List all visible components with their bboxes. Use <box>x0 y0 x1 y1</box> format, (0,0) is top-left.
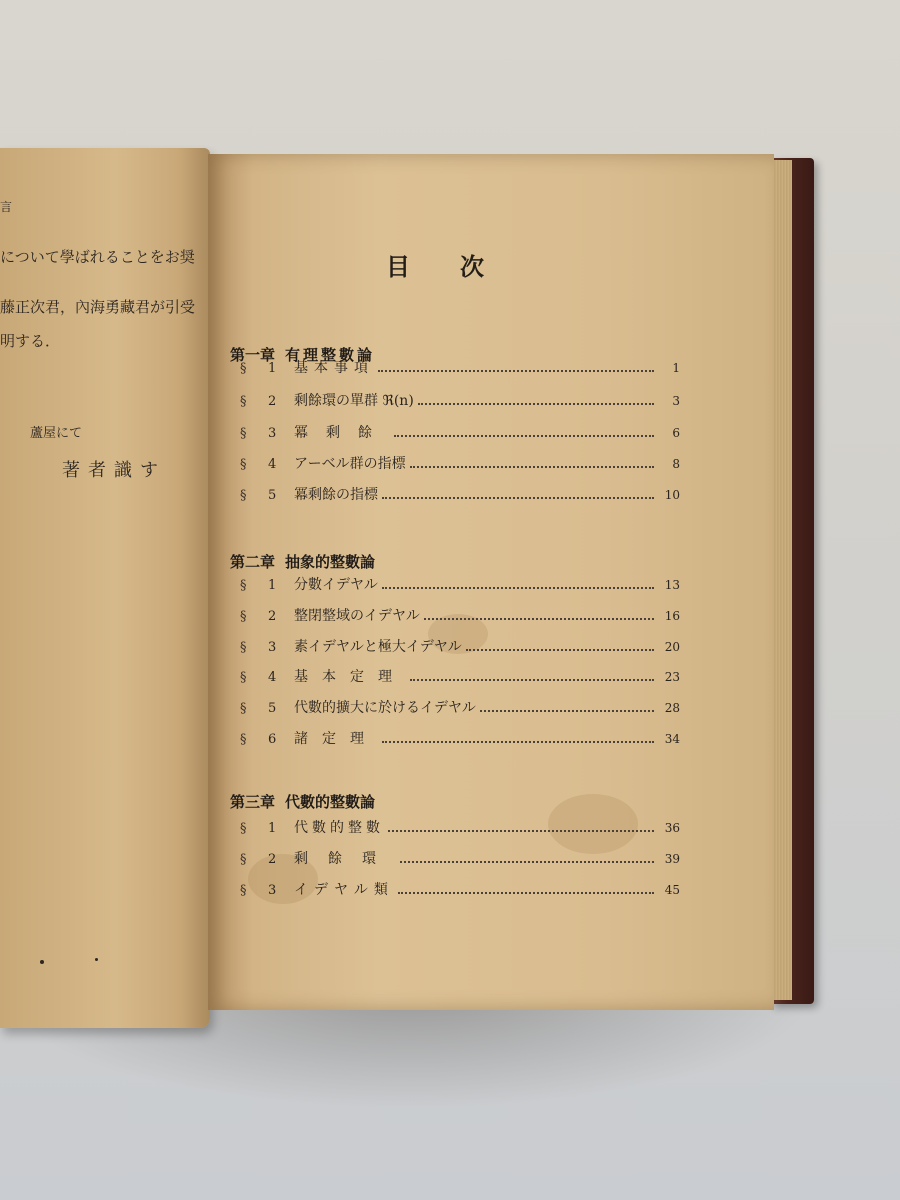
section-number: 5 <box>268 701 277 716</box>
entry-title: 剩餘環 <box>294 851 396 867</box>
section-number: 2 <box>268 852 277 867</box>
page-number: 45 <box>664 883 680 897</box>
entry-title: 分數イデヤル <box>294 577 378 593</box>
section-number: 5 <box>268 488 277 503</box>
left-page-line: 蘆屋にて <box>30 426 83 441</box>
leader-dots <box>400 860 654 863</box>
section-number: 3 <box>268 426 277 441</box>
paper-speck <box>95 958 98 961</box>
toc-entry <box>240 453 680 475</box>
entry-title: 整閉整域のイデヤル <box>294 608 420 624</box>
leader-dots <box>418 402 654 405</box>
entry-title: 諸定理 <box>294 731 378 747</box>
section-number: 4 <box>268 670 277 685</box>
left-page <box>0 148 210 1028</box>
leader-dots <box>410 465 654 468</box>
section-mark: § <box>240 821 247 836</box>
section-number: 1 <box>268 821 277 836</box>
leader-dots <box>394 434 654 437</box>
leader-dots <box>410 678 654 681</box>
leader-dots <box>378 369 654 372</box>
page-number: 1 <box>672 361 680 375</box>
page-number: 10 <box>664 488 680 502</box>
toc-entry <box>240 848 680 870</box>
page-number: 20 <box>664 640 680 654</box>
page-number: 28 <box>664 701 680 715</box>
toc-entry <box>240 728 680 750</box>
toc-entry <box>240 605 680 627</box>
chapter-number: 第二章 <box>230 553 276 571</box>
left-page-line: について學ばれることをお奨 <box>0 248 195 266</box>
left-page-line: 明する． <box>0 332 61 350</box>
section-mark: § <box>240 640 247 655</box>
section-mark: § <box>240 426 247 441</box>
toc-entry <box>240 357 680 379</box>
section-mark: § <box>240 361 247 376</box>
page-number: 39 <box>664 852 680 866</box>
chapter-number: 第一章 <box>230 346 276 364</box>
paper-speck <box>40 960 44 964</box>
page-number: 34 <box>664 732 680 746</box>
section-mark: § <box>240 670 247 685</box>
section-mark: § <box>240 609 247 624</box>
entry-title: 代數的擴大に於けるイデヤル <box>294 700 476 716</box>
chapter-heading <box>230 551 375 572</box>
toc-entry <box>240 636 680 658</box>
entry-title: 冪剩餘の指標 <box>294 487 378 503</box>
section-mark: § <box>240 457 247 472</box>
leader-dots <box>382 496 654 499</box>
section-mark: § <box>240 394 247 409</box>
section-number: 2 <box>268 394 277 409</box>
leader-dots <box>382 586 654 589</box>
entry-title: 代數的整數 <box>294 820 384 836</box>
chapter-number: 第三章 <box>230 793 276 811</box>
section-number: 6 <box>268 732 277 747</box>
section-mark: § <box>240 578 247 593</box>
entry-title: 冪剩餘 <box>294 425 390 441</box>
page-number: 23 <box>664 670 680 684</box>
toc-entry <box>240 817 680 839</box>
page-number: 36 <box>664 821 680 835</box>
section-number: 1 <box>268 361 277 376</box>
leader-dots <box>382 740 654 743</box>
section-number: 1 <box>268 578 277 593</box>
section-number: 3 <box>268 883 277 898</box>
left-page-line: 言 <box>0 200 13 214</box>
page-number: 3 <box>672 394 680 408</box>
toc-entry <box>240 666 680 688</box>
leader-dots <box>466 648 654 651</box>
section-mark: § <box>240 883 247 898</box>
entry-title: 素イデヤルと極大イデヤル <box>294 639 462 655</box>
page-number: 16 <box>664 609 680 623</box>
left-page-signature: 著者識す <box>62 460 166 481</box>
entry-title: 基本事項 <box>294 360 374 376</box>
toc-entry <box>240 574 680 596</box>
section-mark: § <box>240 732 247 747</box>
chapter-title: 代數的整數論 <box>285 793 376 811</box>
chapter-title: 抽象的整數論 <box>285 553 376 571</box>
chapter-heading <box>230 791 375 812</box>
chapter-title: 有理整數論 <box>285 346 376 364</box>
toc-entry <box>240 484 680 506</box>
leader-dots <box>398 891 654 894</box>
page-number: 8 <box>672 457 680 471</box>
page-number: 6 <box>672 426 680 440</box>
leader-dots <box>388 829 654 832</box>
section-mark: § <box>240 488 247 503</box>
leader-dots <box>424 617 654 620</box>
leader-dots <box>480 709 654 712</box>
entry-title: 基本定理 <box>294 669 406 685</box>
toc-title: 目次 <box>386 252 534 281</box>
entry-title: 剩餘環の單群 ℜ(n) <box>294 393 414 409</box>
section-number: 2 <box>268 609 277 624</box>
toc-entry <box>240 422 680 444</box>
left-page-line: 藤正次君，內海勇藏君が引受 <box>0 298 196 316</box>
section-number: 4 <box>268 457 277 472</box>
section-mark: § <box>240 701 247 716</box>
entry-title: イデヤル類 <box>294 882 394 898</box>
section-number: 3 <box>268 640 277 655</box>
toc-entry <box>240 390 680 412</box>
page-number: 13 <box>664 578 680 592</box>
toc-entry <box>240 879 680 901</box>
section-mark: § <box>240 852 247 867</box>
entry-title: アーベル群の指標 <box>294 456 406 472</box>
toc-entry <box>240 697 680 719</box>
